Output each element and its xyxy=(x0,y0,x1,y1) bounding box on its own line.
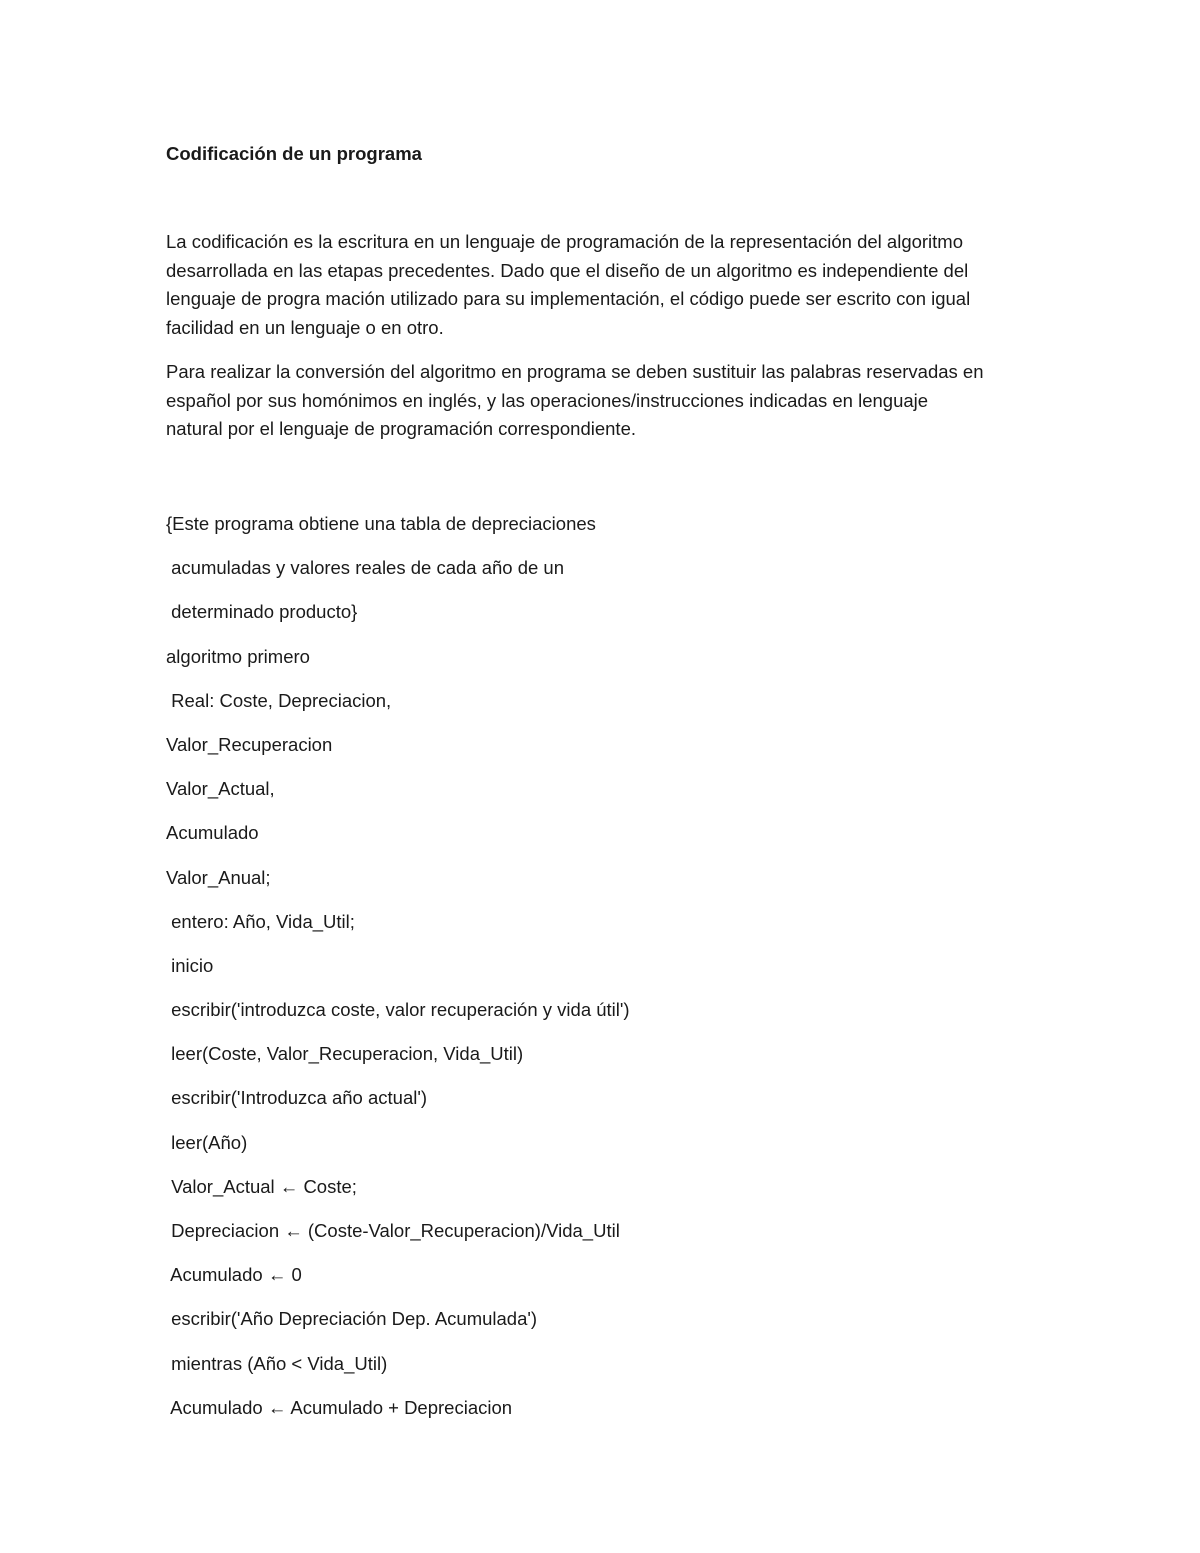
code-line: Acumulado ← 0 xyxy=(166,1264,302,1286)
code-line: Valor_Actual ← Coste; xyxy=(166,1175,357,1197)
code-line: Depreciacion ← (Coste-Valor_Recuperacion)/Vida_Util xyxy=(166,1220,620,1241)
paragraph-line: español por sus homónimos en inglés, y las operaciones/instrucciones indicadas en lenguaje xyxy=(166,389,929,411)
paragraph-line: Para realizar la conversión del algoritmo en programa se deben sustituir las palabras reservadas en xyxy=(166,361,984,382)
code-line: Valor_Recuperacion xyxy=(166,733,333,755)
code-line: leer(Coste, Valor_Recuperacion, Vida_Util) xyxy=(166,1043,524,1065)
code-line: acumuladas y valores reales de cada año de un xyxy=(166,557,565,579)
code-line: Valor_Actual, xyxy=(166,778,275,800)
code-line: algoritmo primero xyxy=(166,645,310,667)
paragraph-line: La codificación es la escritura en un lenguaje de programación de la representación del algoritmo xyxy=(166,231,964,252)
paragraph-codificacion xyxy=(166,228,1046,342)
code-line: Acumulado ← Acumulado + Depreciacion xyxy=(166,1396,513,1418)
paragraph-line: lenguaje de progra mación utilizado para su implementación, el código puede ser escrito con igual xyxy=(166,288,971,310)
paragraph-line: facilidad en un lenguaje o en otro. xyxy=(166,316,444,338)
code-line: escribir('Introduzca año actual') xyxy=(166,1087,428,1109)
paragraph-conversion xyxy=(166,358,1046,444)
algorithm-code-block xyxy=(166,502,630,1430)
code-line: mientras (Año < Vida_Util) xyxy=(166,1352,388,1374)
code-line: escribir('Año Depreciación Dep. Acumulada') xyxy=(166,1308,538,1330)
code-line: Valor_Anual; xyxy=(166,866,271,888)
code-line: inicio xyxy=(166,954,214,976)
document-title: Codificación de un programa xyxy=(166,143,422,164)
code-line: Real: Coste, Depreciacion, xyxy=(166,689,392,711)
paragraph-line: desarrollada en las etapas precedentes. Dado que el diseño de un algoritmo es independiente del xyxy=(166,259,969,281)
code-line: {Este programa obtiene una tabla de depreciaciones xyxy=(166,513,596,534)
code-line: leer(Año) xyxy=(166,1131,248,1153)
paragraph-line: natural por el lenguaje de programación correspondiente. xyxy=(166,418,636,440)
code-line: Acumulado xyxy=(166,822,259,844)
code-line: escribir('introduzca coste, valor recuperación y vida útil') xyxy=(166,999,630,1021)
code-line: entero: Año, Vida_Util; xyxy=(166,910,355,932)
code-line: determinado producto} xyxy=(166,601,358,623)
